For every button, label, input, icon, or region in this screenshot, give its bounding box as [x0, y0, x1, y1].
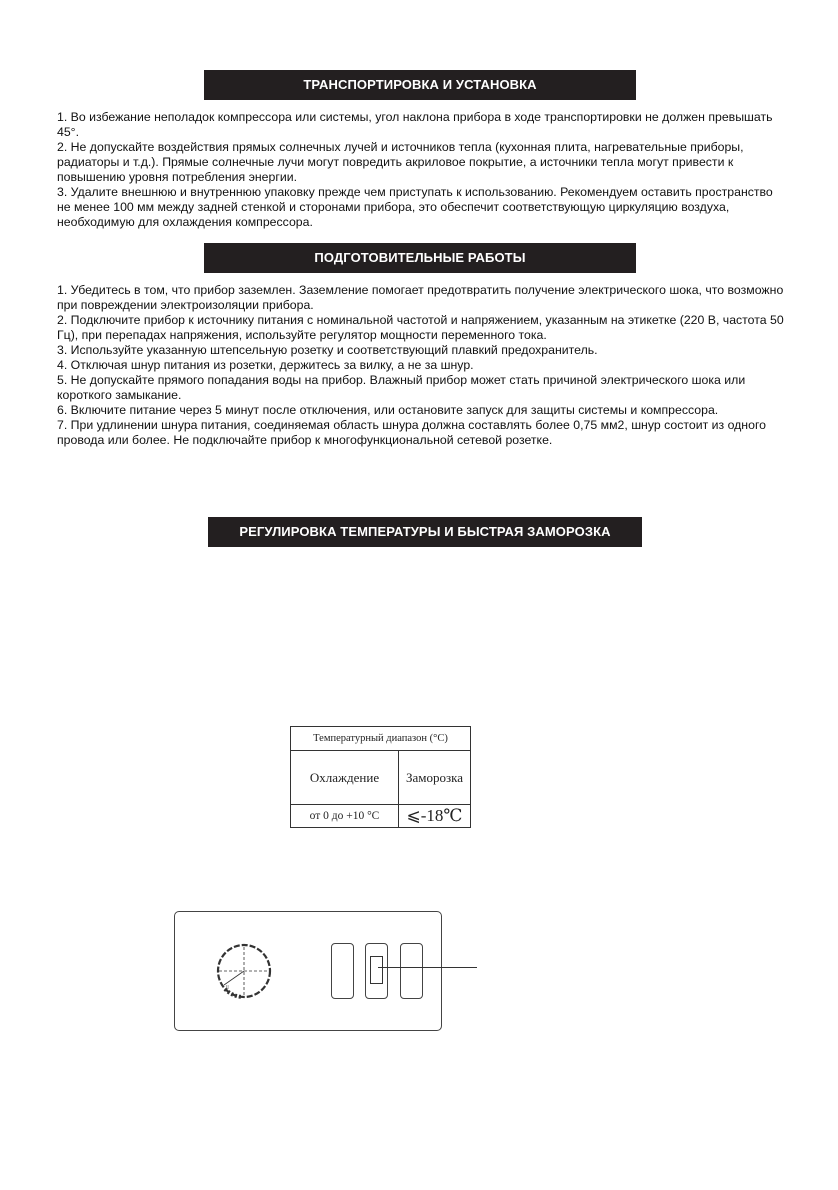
- list-item: 2. Не допускайте воздействия прямых солнечных лучей и источников тепла (кухонная плита, нагревательные приборы, радиаторы и т.д.). Прямые солнечные лучи могут повредить акриловое покрытие, а источники тепла могут привести к повышению уровня потребления энергии.: [57, 140, 744, 184]
- list-item: 5. Не допускайте прямого попадания воды на прибор. Влажный прибор может стать причиной электрического шока или короткого замыкание.: [57, 373, 746, 402]
- section-transport-text: [57, 110, 787, 230]
- panel-key-right: [400, 943, 423, 999]
- cooling-range-value: от 0 до +10 °С: [291, 805, 399, 828]
- fast-freeze-switch: [365, 943, 388, 999]
- section-preparation-text: [57, 283, 787, 448]
- freezing-label: Заморозка: [399, 751, 471, 805]
- svg-text:II: II: [226, 985, 229, 991]
- list-item: 3. Используйте указанную штепсельную розетку и соответствующий плавкий предохранитель.: [57, 343, 598, 357]
- panel-key-left: [331, 943, 354, 999]
- temperature-range-table: [290, 726, 471, 828]
- list-item: 3. Удалите внешнюю и внутреннюю упаковку прежде чем приступать к использованию. Рекомендуем оставить пространство не менее 100 мм между задней стенкой и сторонами прибора, это обеспечит соответствующую циркуляцию воздуха, необходимую для охлаждения компрессора.: [57, 185, 773, 229]
- table-header: Температурный диапазон (°С): [291, 727, 471, 751]
- section-preparation-title: ПОДГОТОВИТЕЛЬНЫЕ РАБОТЫ: [204, 243, 636, 273]
- list-item: 1. Убедитесь в том, что прибор заземлен. Заземление помогает предотвратить получение электрического шока, что возможно при повреждении электроизоляции прибора.: [57, 283, 784, 312]
- list-item: 7. При удлинении шнура питания, соединяемая область шнура должна составлять более 0,75 мм2, шнур состоит из одного провода или более. Не подключайте прибор к многофункциональной сетевой розетке.: [57, 418, 766, 447]
- cooling-label: Охлаждение: [291, 751, 399, 805]
- list-item: 1. Во избежание неполадок компрессора или системы, угол наклона прибора в ходе транспортировки не должен превышать 45°.: [57, 110, 773, 139]
- list-item: 2. Подключите прибор к источнику питания с номинальной частотой и напряжением, указанным на этикетке (220 В, частота 50 Гц), при перепадах напряжения, используйте регулятор мощности переменного тока.: [57, 313, 784, 342]
- thermostat-knob-icon: [216, 943, 274, 1001]
- switch-indicator: [370, 956, 383, 984]
- section-transport-title: ТРАНСПОРТИРОВКА И УСТАНОВКА: [204, 70, 636, 100]
- section-temperature-title: РЕГУЛИРОВКА ТЕМПЕРАТУРЫ И БЫСТРАЯ ЗАМОРОЗКА: [208, 517, 642, 547]
- list-item: 6. Включите питание через 5 минут после отключения, или остановите запуск для защиты системы и компрессора.: [57, 403, 719, 417]
- callout-line: [378, 967, 477, 968]
- list-item: 4. Отключая шнур питания из розетки, держитесь за вилку, а не за шнур.: [57, 358, 474, 372]
- freezing-range-value: ⩽-18℃: [399, 805, 471, 828]
